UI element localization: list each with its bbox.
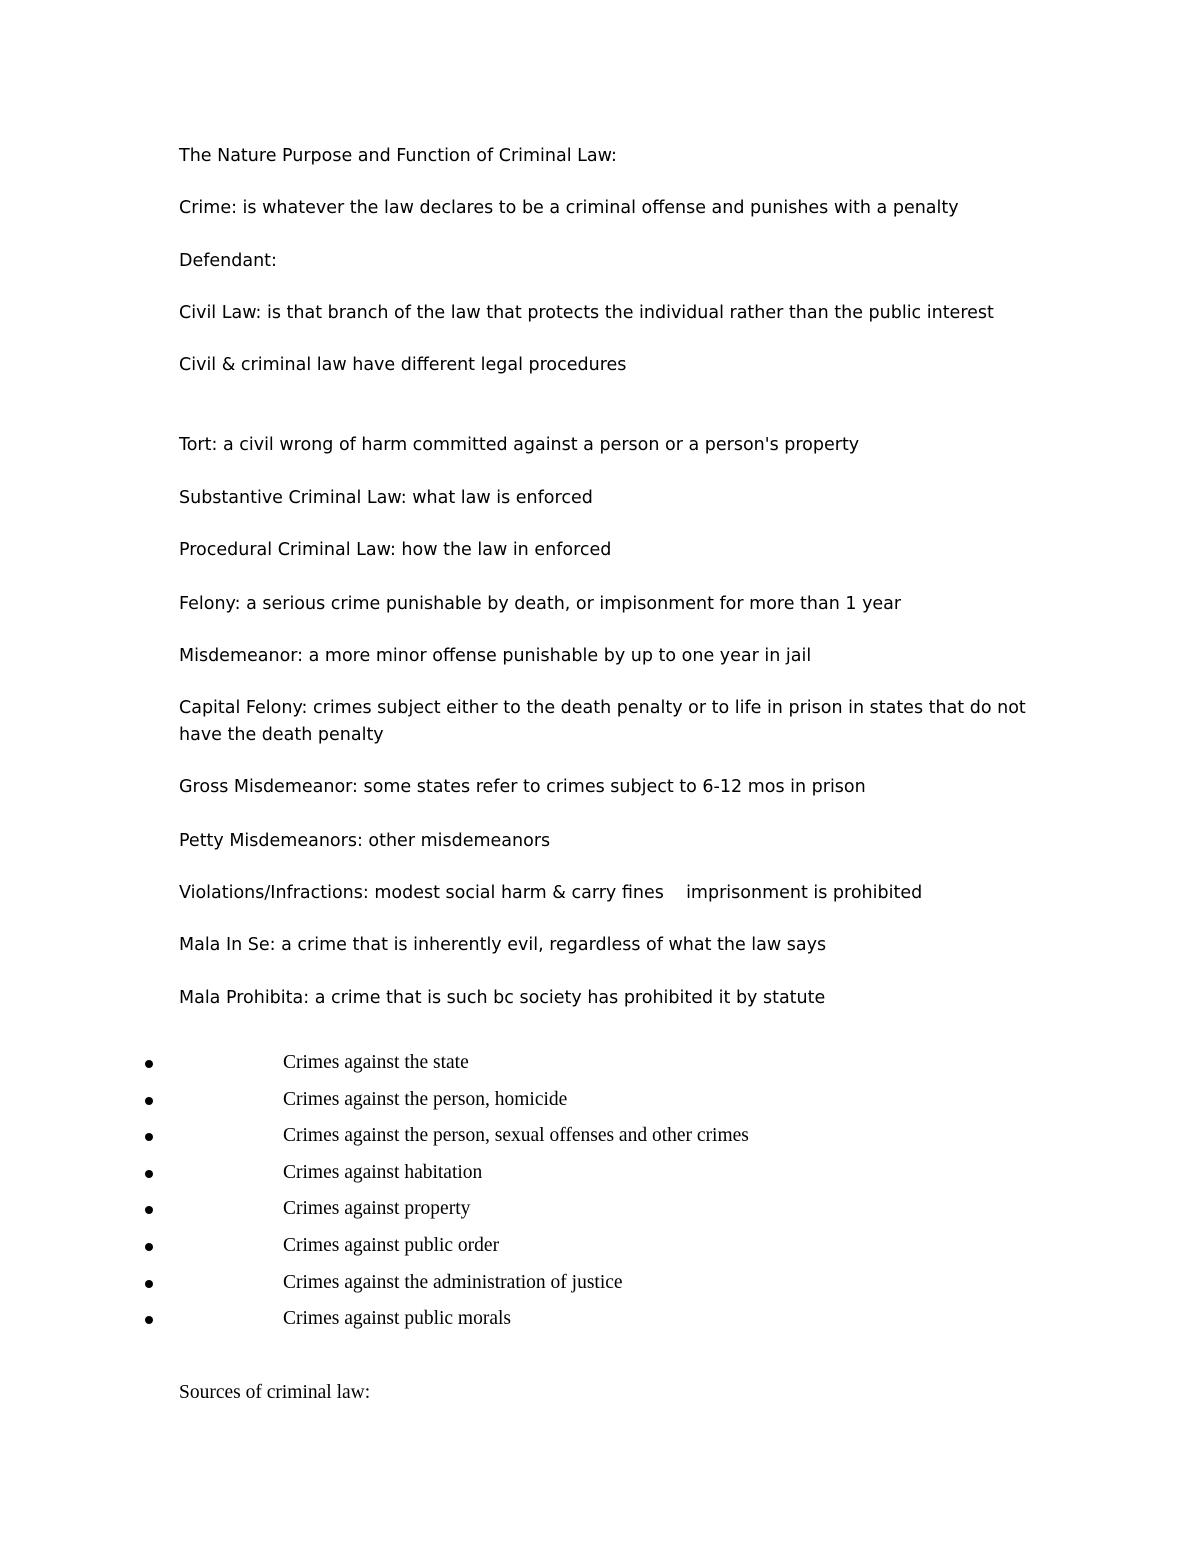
- paragraph-mala-in-se: Mala In Se: a crime that is inherently evil, regardless of what the law says: [179, 935, 827, 955]
- paragraph-felony: Felony: a serious crime punishable by death, or impisonment for more than 1 year: [179, 594, 902, 614]
- list-item: [0, 1269, 1200, 1306]
- list-item-text: Crimes against public morals: [283, 1308, 512, 1330]
- bullet-icon: [145, 1280, 153, 1288]
- crime-categories-list: [0, 1049, 1200, 1342]
- paragraph-petty-misdemeanors: Petty Misdemeanors: other misdemeanors: [179, 831, 551, 851]
- bullet-icon: [145, 1243, 153, 1251]
- paragraph-capital-felony: Capital Felony: crimes subject either to the death penalty or to life in prison in states that do not have the death penalty: [179, 698, 1026, 745]
- paragraph-civil-criminal: Civil & criminal law have different legal procedures: [179, 355, 627, 375]
- paragraph-procedural: Procedural Criminal Law: how the law in enforced: [179, 540, 612, 560]
- list-item-text: Crimes against the person, sexual offenses and other crimes: [283, 1125, 749, 1147]
- paragraph-defendant: Defendant:: [179, 251, 277, 271]
- list-item: [0, 1159, 1200, 1196]
- bullet-icon: [145, 1316, 153, 1324]
- bullet-icon: [145, 1097, 153, 1105]
- paragraph-misdemeanor: Misdemeanor: a more minor offense punishable by up to one year in jail: [179, 646, 812, 666]
- paragraph-gross-misdemeanor: Gross Misdemeanor: some states refer to crimes subject to 6-12 mos in prison: [179, 777, 866, 797]
- list-item: [0, 1305, 1200, 1342]
- list-item-text: Crimes against the state: [283, 1052, 469, 1073]
- paragraph-substantive: Substantive Criminal Law: what law is enforced: [179, 488, 593, 508]
- list-item: [0, 1195, 1200, 1232]
- bullet-icon: [145, 1170, 153, 1178]
- closing-heading: Sources of criminal law:: [179, 1382, 371, 1403]
- bullet-icon: [145, 1206, 153, 1214]
- paragraph-crime: Crime: is whatever the law declares to be a criminal offense and punishes with a penalty: [179, 198, 959, 218]
- list-item-text: Crimes against the person, homicide: [283, 1088, 568, 1110]
- list-item: [0, 1049, 1200, 1086]
- paragraph-tort: Tort: a civil wrong of harm committed against a person or a person's property: [179, 435, 860, 455]
- paragraph-mala-prohibita: Mala Prohibita: a crime that is such bc society has prohibited it by statute: [179, 988, 826, 1008]
- document-heading: The Nature Purpose and Function of Criminal Law:: [179, 146, 617, 166]
- bullet-icon: [145, 1133, 153, 1141]
- list-item: [0, 1122, 1200, 1159]
- paragraph-civil-law: Civil Law: is that branch of the law that protects the individual rather than the public interest: [179, 303, 994, 323]
- list-item-text: Crimes against habitation: [283, 1161, 483, 1183]
- bullet-icon: [145, 1060, 153, 1068]
- list-item-text: Crimes against property: [283, 1198, 471, 1220]
- list-item-text: Crimes against public order: [283, 1234, 500, 1256]
- list-item-text: Crimes against the administration of justice: [283, 1271, 623, 1293]
- paragraph-violations: Violations/Infractions: modest social harm & carry fines imprisonment is prohibited: [179, 883, 923, 903]
- list-item: [0, 1232, 1200, 1269]
- list-item: [0, 1086, 1200, 1123]
